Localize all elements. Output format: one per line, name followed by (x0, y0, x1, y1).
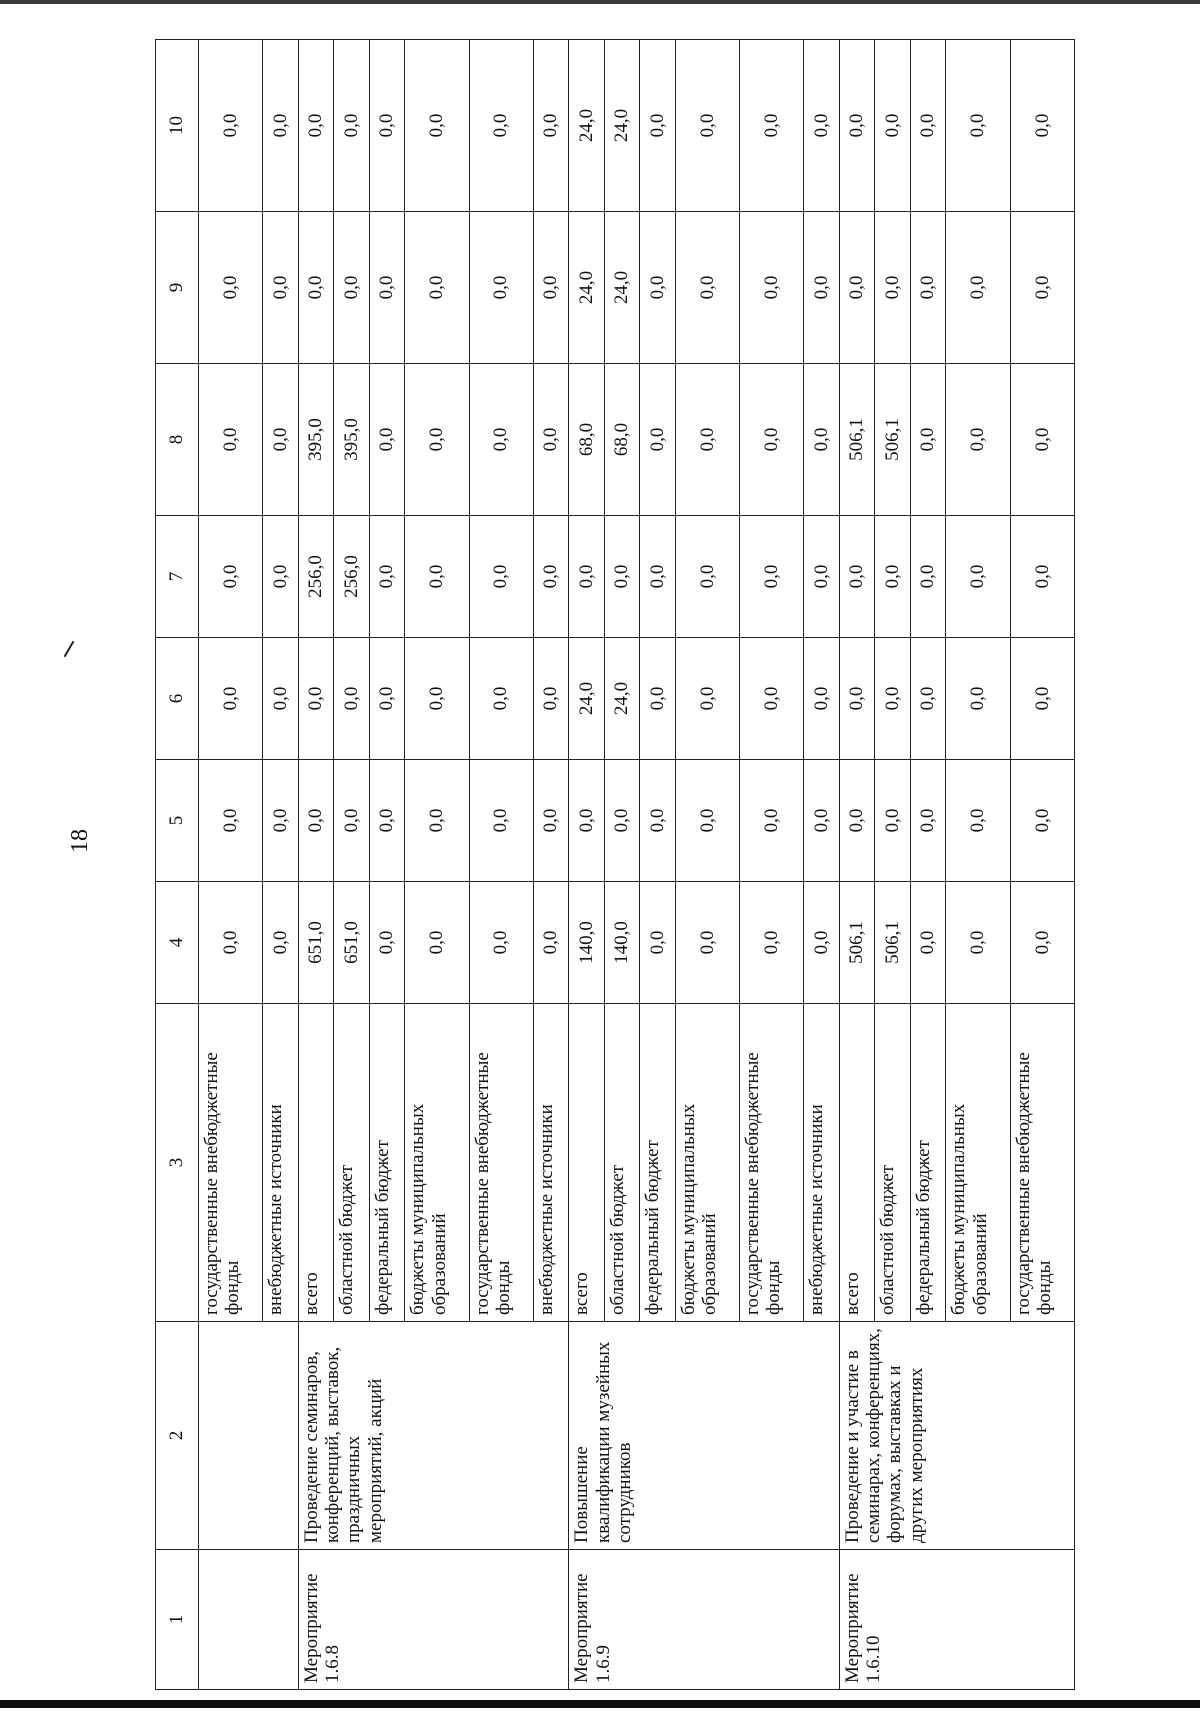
amount-cell: 24,0 (604, 212, 640, 364)
amount-cell: 395,0 (298, 364, 334, 516)
amount-cell: 0,0 (804, 638, 840, 760)
amount-cell: 0,0 (946, 40, 1010, 212)
amount-cell: 0,0 (604, 516, 640, 638)
amount-cell: 0,0 (804, 516, 840, 638)
amount-cell: 24,0 (569, 40, 605, 212)
event-number-cell (199, 1550, 299, 1690)
amount-cell: 0,0 (199, 638, 263, 760)
funding-source-cell: государственные внебюджетные фонды (199, 1004, 263, 1322)
amount-cell: 0,0 (369, 212, 405, 364)
funding-source-cell: внебюджетные источники (533, 1004, 569, 1322)
amount-cell: 0,0 (405, 364, 469, 516)
amount-cell: 0,0 (804, 212, 840, 364)
amount-cell: 0,0 (1010, 760, 1075, 882)
amount-cell: 0,0 (675, 40, 739, 212)
amount-cell: 0,0 (910, 364, 946, 516)
header-cell: 5 (156, 760, 199, 882)
funding-source-cell: всего (569, 1004, 605, 1322)
funding-source-cell: бюджеты муниципальных образований (946, 1004, 1010, 1322)
amount-cell: 0,0 (875, 760, 911, 882)
amount-cell: 0,0 (405, 760, 469, 882)
budget-table (155, 39, 1075, 1690)
amount-cell: 0,0 (263, 882, 299, 1004)
amount-cell: 24,0 (604, 40, 640, 212)
amount-cell: 0,0 (369, 882, 405, 1004)
funding-source-cell: областной бюджет (604, 1004, 640, 1322)
funding-source-cell: внебюджетные источники (804, 1004, 840, 1322)
header-cell: 8 (156, 364, 199, 516)
amount-cell: 0,0 (298, 760, 334, 882)
funding-source-cell: государственные внебюджетные фонды (1010, 1004, 1075, 1322)
event-number-cell: Мероприятие 1.6.8 (298, 1550, 569, 1690)
amount-cell: 0,0 (298, 212, 334, 364)
amount-cell: 0,0 (875, 40, 911, 212)
amount-cell: 0,0 (533, 882, 569, 1004)
amount-cell: 506,1 (875, 364, 911, 516)
amount-cell: 24,0 (604, 638, 640, 760)
amount-cell: 0,0 (263, 364, 299, 516)
amount-cell: 0,0 (946, 760, 1010, 882)
amount-cell: 0,0 (263, 516, 299, 638)
amount-cell: 0,0 (946, 882, 1010, 1004)
amount-cell: 0,0 (405, 212, 469, 364)
funding-source-cell: федеральный бюджет (369, 1004, 405, 1322)
header-cell: 7 (156, 516, 199, 638)
amount-cell: 0,0 (804, 760, 840, 882)
amount-cell: 0,0 (533, 40, 569, 212)
amount-cell: 0,0 (369, 516, 405, 638)
table-row (839, 40, 875, 1690)
amount-cell: 0,0 (604, 760, 640, 882)
amount-cell: 24,0 (569, 212, 605, 364)
event-name-cell: Проведение и участие в семинарах, конференциях, форумах, выставках и других мероприятиях (839, 1322, 1074, 1550)
amount-cell: 0,0 (298, 40, 334, 212)
event-name-cell: Проведение семинаров, конференций, выставок, праздничных мероприятий, акций (298, 1322, 569, 1550)
amount-cell: 0,0 (1010, 364, 1075, 516)
amount-cell: 0,0 (640, 40, 676, 212)
amount-cell: 0,0 (875, 516, 911, 638)
stray-pen-mark (64, 641, 75, 658)
header-cell: 2 (156, 1322, 199, 1550)
amount-cell: 0,0 (533, 516, 569, 638)
amount-cell: 506,1 (839, 364, 875, 516)
amount-cell: 0,0 (875, 212, 911, 364)
funding-source-cell: областной бюджет (334, 1004, 370, 1322)
amount-cell: 0,0 (369, 40, 405, 212)
amount-cell: 0,0 (910, 516, 946, 638)
amount-cell: 68,0 (604, 364, 640, 516)
amount-cell: 0,0 (804, 882, 840, 1004)
amount-cell: 0,0 (263, 760, 299, 882)
amount-cell: 140,0 (604, 882, 640, 1004)
amount-cell: 0,0 (675, 882, 739, 1004)
amount-cell: 0,0 (946, 638, 1010, 760)
funding-source-cell: государственные внебюджетные фонды (740, 1004, 804, 1322)
amount-cell: 0,0 (740, 40, 804, 212)
amount-cell: 0,0 (740, 516, 804, 638)
amount-cell: 0,0 (263, 40, 299, 212)
amount-cell: 0,0 (740, 212, 804, 364)
amount-cell: 0,0 (946, 212, 1010, 364)
amount-cell: 0,0 (334, 638, 370, 760)
amount-cell: 506,1 (839, 882, 875, 1004)
amount-cell: 0,0 (263, 638, 299, 760)
amount-cell: 0,0 (199, 212, 263, 364)
amount-cell: 0,0 (675, 364, 739, 516)
amount-cell: 0,0 (469, 638, 533, 760)
amount-cell: 0,0 (675, 516, 739, 638)
amount-cell: 0,0 (405, 516, 469, 638)
amount-cell: 0,0 (1010, 882, 1075, 1004)
table-row (298, 40, 334, 1690)
amount-cell: 0,0 (740, 364, 804, 516)
amount-cell: 0,0 (334, 212, 370, 364)
amount-cell: 0,0 (640, 364, 676, 516)
table-header-row (156, 40, 199, 1690)
funding-source-cell: всего (298, 1004, 334, 1322)
event-number-cell: Мероприятие 1.6.9 (569, 1550, 840, 1690)
amount-cell: 0,0 (946, 516, 1010, 638)
amount-cell: 0,0 (469, 212, 533, 364)
amount-cell: 256,0 (334, 516, 370, 638)
amount-cell: 651,0 (298, 882, 334, 1004)
amount-cell: 0,0 (469, 882, 533, 1004)
amount-cell: 0,0 (839, 638, 875, 760)
amount-cell: 0,0 (675, 212, 739, 364)
amount-cell: 0,0 (640, 212, 676, 364)
amount-cell: 0,0 (263, 212, 299, 364)
amount-cell: 0,0 (740, 760, 804, 882)
amount-cell: 0,0 (675, 638, 739, 760)
event-number-cell: Мероприятие 1.6.10 (839, 1550, 1074, 1690)
amount-cell: 0,0 (199, 40, 263, 212)
amount-cell: 0,0 (910, 882, 946, 1004)
scan-edge-bottom (0, 1700, 1200, 1708)
amount-cell: 651,0 (334, 882, 370, 1004)
amount-cell: 0,0 (910, 212, 946, 364)
amount-cell: 0,0 (804, 364, 840, 516)
table-row (199, 40, 263, 1690)
amount-cell: 0,0 (569, 760, 605, 882)
amount-cell: 0,0 (334, 760, 370, 882)
amount-cell: 256,0 (298, 516, 334, 638)
funding-source-cell: бюджеты муниципальных образований (405, 1004, 469, 1322)
amount-cell: 0,0 (839, 516, 875, 638)
amount-cell: 0,0 (469, 40, 533, 212)
amount-cell: 0,0 (804, 40, 840, 212)
header-cell: 1 (156, 1550, 199, 1690)
amount-cell: 0,0 (946, 364, 1010, 516)
amount-cell: 0,0 (533, 212, 569, 364)
amount-cell: 0,0 (369, 638, 405, 760)
amount-cell: 0,0 (199, 882, 263, 1004)
header-cell: 6 (156, 638, 199, 760)
amount-cell: 0,0 (839, 760, 875, 882)
amount-cell: 0,0 (740, 638, 804, 760)
amount-cell: 0,0 (1010, 638, 1075, 760)
header-cell: 3 (156, 1004, 199, 1322)
amount-cell: 0,0 (405, 638, 469, 760)
amount-cell: 68,0 (569, 364, 605, 516)
funding-source-cell: федеральный бюджет (640, 1004, 676, 1322)
amount-cell: 0,0 (640, 882, 676, 1004)
page-number: 18 (67, 829, 93, 853)
funding-source-cell: федеральный бюджет (910, 1004, 946, 1322)
amount-cell: 0,0 (839, 212, 875, 364)
amount-cell: 0,0 (1010, 40, 1075, 212)
funding-source-cell: областной бюджет (875, 1004, 911, 1322)
amount-cell: 0,0 (469, 760, 533, 882)
header-cell: 9 (156, 212, 199, 364)
amount-cell: 395,0 (334, 364, 370, 516)
amount-cell: 0,0 (405, 882, 469, 1004)
amount-cell: 0,0 (469, 516, 533, 638)
amount-cell: 0,0 (469, 364, 533, 516)
amount-cell: 0,0 (910, 760, 946, 882)
amount-cell: 0,0 (675, 760, 739, 882)
amount-cell: 0,0 (199, 760, 263, 882)
amount-cell: 0,0 (740, 882, 804, 1004)
amount-cell: 0,0 (298, 638, 334, 760)
amount-cell: 24,0 (569, 638, 605, 760)
amount-cell: 506,1 (875, 882, 911, 1004)
scan-edge-top (0, 0, 1200, 4)
amount-cell: 0,0 (533, 760, 569, 882)
amount-cell: 0,0 (875, 638, 911, 760)
amount-cell: 0,0 (199, 516, 263, 638)
amount-cell: 0,0 (640, 760, 676, 882)
funding-source-cell: внебюджетные источники (263, 1004, 299, 1322)
amount-cell: 0,0 (1010, 212, 1075, 364)
amount-cell: 0,0 (1010, 516, 1075, 638)
amount-cell: 140,0 (569, 882, 605, 1004)
amount-cell: 0,0 (640, 516, 676, 638)
amount-cell: 0,0 (369, 760, 405, 882)
amount-cell: 0,0 (569, 516, 605, 638)
header-cell: 10 (156, 40, 199, 212)
amount-cell: 0,0 (910, 40, 946, 212)
funding-source-cell: бюджеты муниципальных образований (675, 1004, 739, 1322)
amount-cell: 0,0 (533, 364, 569, 516)
funding-source-cell: государственные внебюджетные фонды (469, 1004, 533, 1322)
rotated-table-container (155, 40, 1075, 1690)
amount-cell: 0,0 (910, 638, 946, 760)
event-name-cell: Повышение квалификации музейных сотрудников (569, 1322, 840, 1550)
amount-cell: 0,0 (640, 638, 676, 760)
table-row (569, 40, 605, 1690)
event-name-cell (199, 1322, 299, 1550)
amount-cell: 0,0 (839, 40, 875, 212)
amount-cell: 0,0 (369, 364, 405, 516)
amount-cell: 0,0 (405, 40, 469, 212)
funding-source-cell: всего (839, 1004, 875, 1322)
amount-cell: 0,0 (533, 638, 569, 760)
amount-cell: 0,0 (199, 364, 263, 516)
amount-cell: 0,0 (334, 40, 370, 212)
header-cell: 4 (156, 882, 199, 1004)
